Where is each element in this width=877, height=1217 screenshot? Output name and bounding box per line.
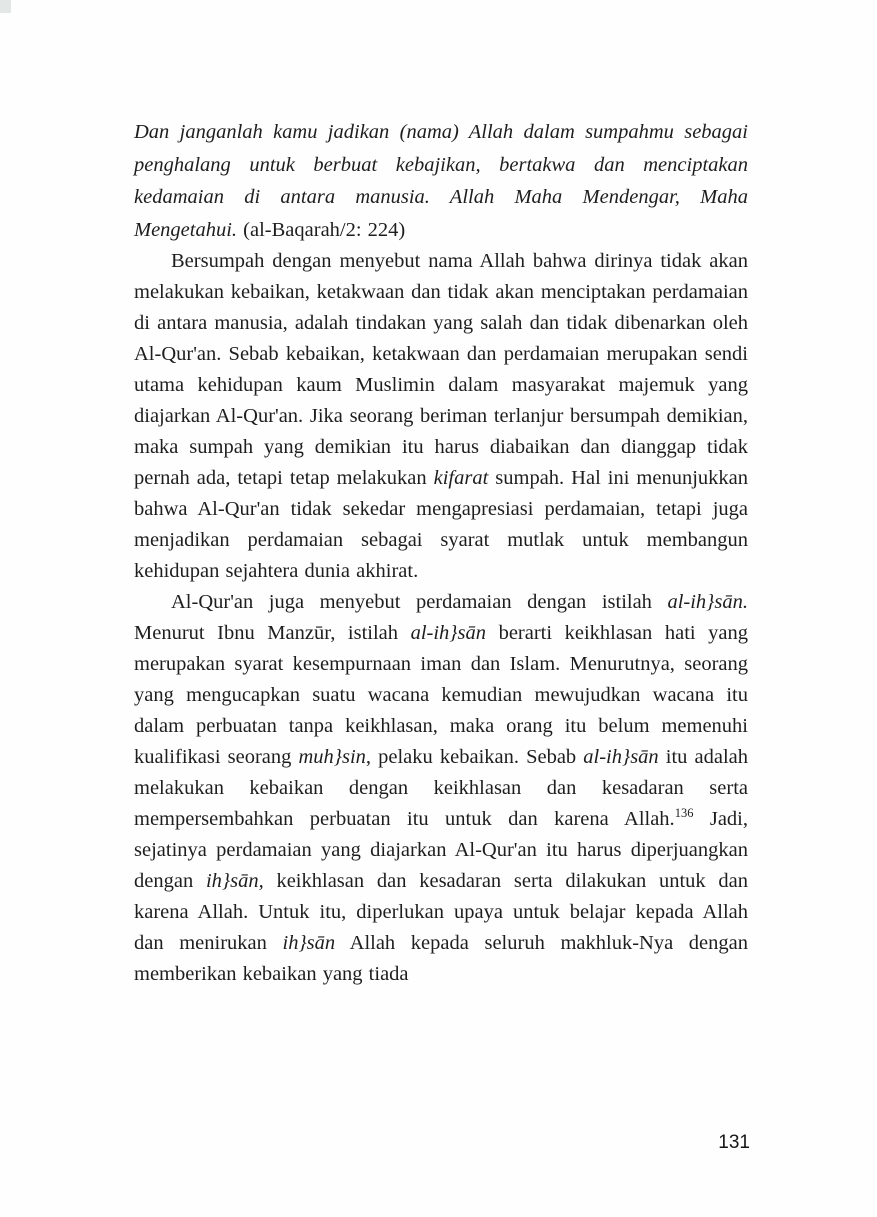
body-paragraph-1 (134, 246, 748, 587)
text-run-normal: itu adalah melakukan kebaikan dengan keikhlasan dan kesadaran serta mempersembahkan perbuatan itu untuk dan karena Allah. (134, 746, 749, 830)
scan-edge-artifact (0, 0, 11, 13)
text-run-normal: Jadi, sejatinya perdamaian yang diajarkan Al-Qur'an itu harus diperjuangkan dengan (134, 808, 748, 892)
text-run-italic: kifarat (433, 467, 489, 489)
body-paragraph-2 (134, 587, 748, 990)
text-run-italic: Dan janganlah kamu jadikan (nama) Allah dalam sumpahmu sebagai penghalang untuk berbuat kebajikan, bertakwa dan menciptakan kedamaian di antara manusia. Allah Maha Mendengar, Maha Mengetahui. (134, 121, 748, 241)
quran-quote-paragraph (134, 116, 748, 246)
text-run-italic: al-ih}sān (410, 622, 486, 644)
text-run-normal: (al-Baqarah/2: 224) (237, 218, 406, 241)
text-run-italic: ih}sān (282, 932, 336, 954)
text-run-normal: Al-Qur'an juga menyebut perdamaian dengan istilah (171, 591, 668, 613)
text-run-normal: berarti keikhlasan hati yang merupakan syarat kesempurnaan iman dan Islam. Menurutnya, seorang yang mengucapkan suatu wacana kemudian mewujudkan wacana itu dalam perbuatan tanpa keikhlasan, maka orang itu belum memenuhi kualifikasi seorang (134, 622, 748, 768)
text-run-normal: keikhlasan dan kesadaran serta dilakukan untuk dan karena Allah. Untuk itu, diperlukan upaya untuk belajar kepada Allah dan menirukan (134, 870, 748, 954)
text-run-italic: al-ih}sān (583, 746, 659, 768)
text-run-italic: muh}sin (298, 746, 366, 768)
text-run-normal: , pelaku kebaikan. Sebab (365, 746, 584, 768)
page-number: 131 (718, 1132, 750, 1153)
text-run-italic: ih}sān, (205, 870, 264, 892)
text-run-normal: Bersumpah dengan menyebut nama Allah bahwa dirinya tidak akan melakukan kebaikan, ketakwaan dan tidak akan menciptakan perdamaian di antara manusia, adalah tindakan yang salah dan tidak dibenarkan oleh Al-Qur'an. Sebab kebaikan, ketakwaan dan perdamaian merupakan sendi utama kehidupan kaum Muslimin dalam masyarakat majemuk yang diajarkan Al-Qur'an. Jika seorang beriman terlanjur bersumpah demikian, maka sumpah yang demikian itu harus diabaikan dan dianggap tidak pernah ada, tetapi tetap melakukan (134, 250, 748, 489)
text-block (134, 116, 748, 990)
text-run-normal: Menurut Ibnu Manzūr, istilah (134, 622, 411, 644)
text-run-normal: Allah kepada seluruh makhluk-Nya dengan memberikan kebaikan yang tiada (134, 932, 748, 985)
text-run-italic: al-ih}sān. (667, 591, 748, 613)
text-run-sup: 136 (674, 806, 694, 821)
text-run-normal: sumpah. Hal ini menunjukkan bahwa Al-Qur'an tidak sekedar mengapresiasi perdamaian, tetapi juga menjadikan perdamaian sebagai syarat mutlak untuk membangun kehidupan sejahtera dunia akhirat. (134, 467, 748, 582)
